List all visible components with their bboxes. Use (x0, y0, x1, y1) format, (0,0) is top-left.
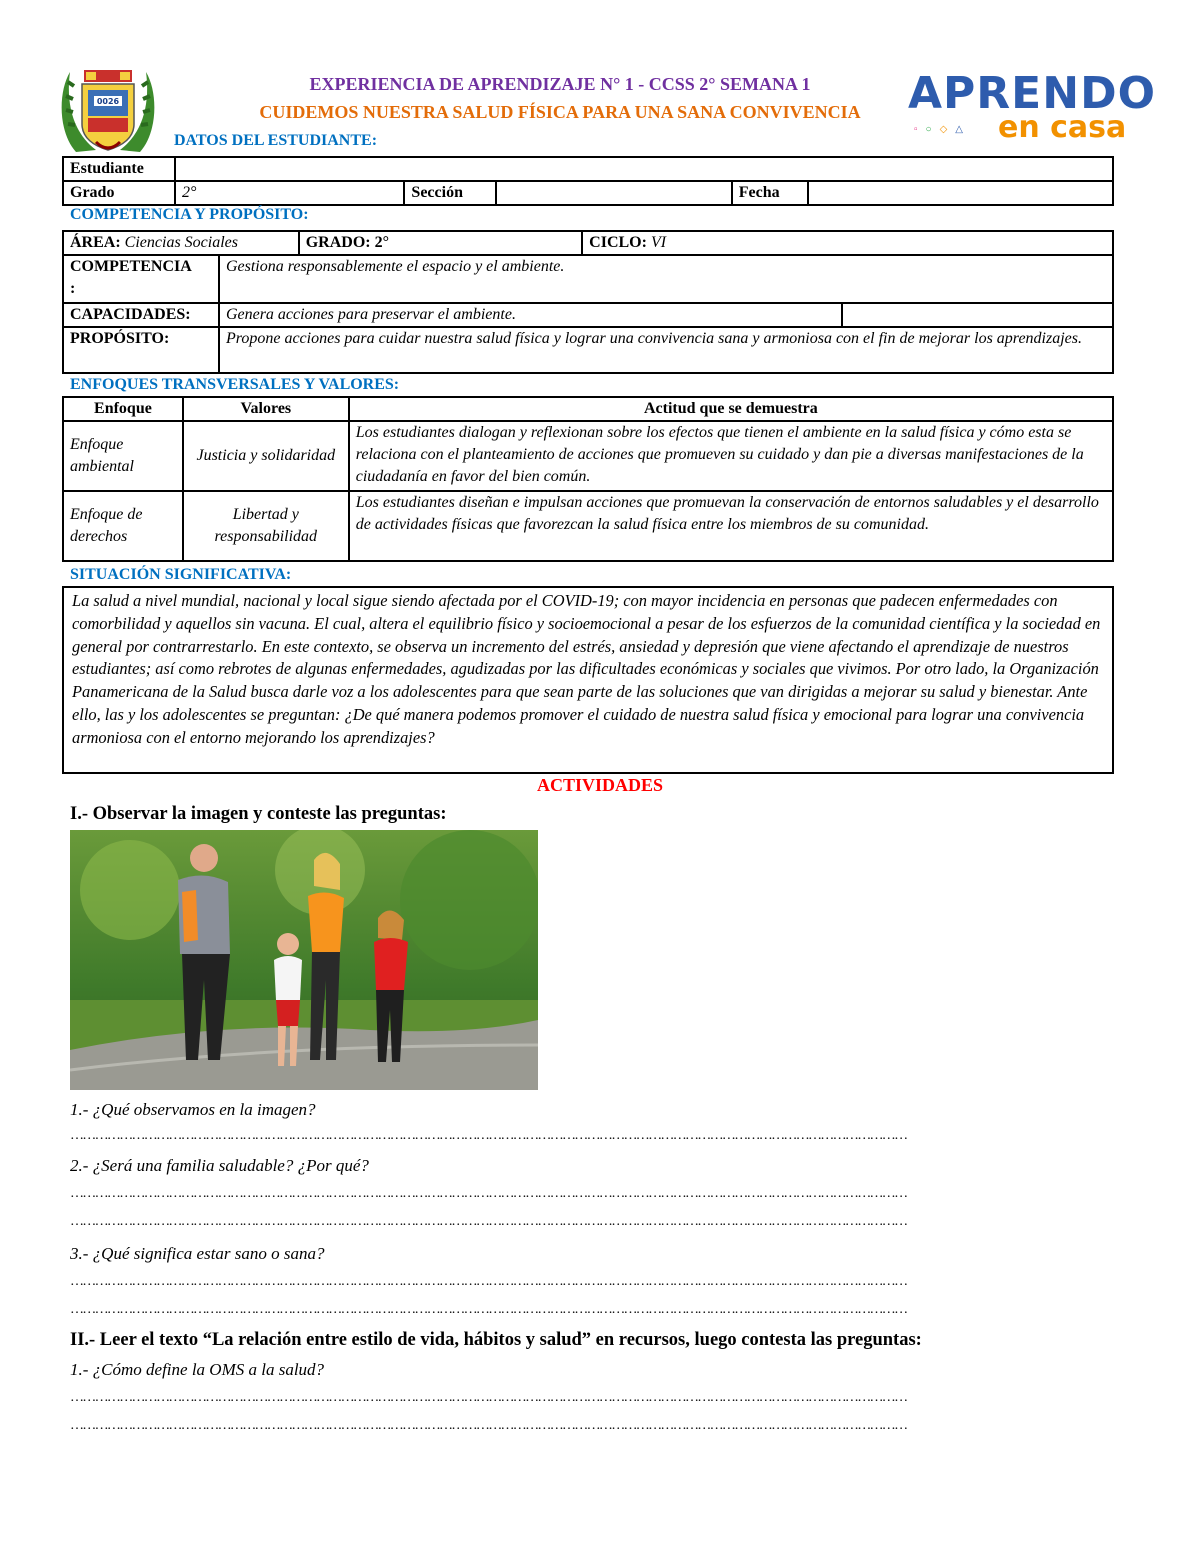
answer-line[interactable]: …………………………………………………………………………………………………………………………………………………………………………………… (70, 1128, 907, 1143)
part1-heading: I.- Observar la imagen y conteste las preguntas: (70, 804, 447, 824)
crest-text: 0026 (96, 97, 120, 106)
proposito-value: Propone acciones para cuidar nuestra salud física y lograr una convivencia sana y armoniosa con el fin de mejorar los aprendizajes. (219, 327, 1113, 373)
grado2-value: 2° (374, 234, 390, 251)
fecha-label: Fecha (732, 181, 808, 205)
grado-label: Grado (63, 181, 175, 205)
valores-header: Valores (183, 397, 349, 421)
question-3: 3.- ¿Qué significa estar sano o sana? (70, 1244, 325, 1263)
school-crest-icon (56, 62, 160, 158)
valores-cell: Libertad y responsabilidad (183, 491, 349, 561)
seccion-label: Sección (404, 181, 496, 205)
area-label: ÁREA: (70, 234, 121, 251)
competencia-value: Gestiona responsablemente el espacio y el ambiente. (219, 255, 1113, 303)
actividades-title: ACTIVIDADES (536, 775, 664, 795)
estudiante-label: Estudiante (63, 157, 175, 181)
logo-shapes-icon: ▫○◇△ (914, 124, 971, 135)
actitud-header: Actitud que se demuestra (349, 397, 1113, 421)
competencia-table (62, 230, 1114, 374)
table-row (63, 421, 1113, 491)
capacidades-value: Genera acciones para preservar el ambiente. (219, 303, 842, 327)
datos-table (62, 156, 1114, 206)
area-value: Ciencias Sociales (124, 234, 238, 251)
enfoque-cell: Enfoque ambiental (63, 421, 183, 491)
valores-cell: Justicia y solidaridad (183, 421, 349, 491)
logo-aprendo-text: APRENDO (908, 68, 1156, 119)
logo-en-casa-text: en casa (998, 110, 1127, 145)
answer-line[interactable]: …………………………………………………………………………………………………………………………………………………………………………………… (70, 1186, 907, 1201)
situacion-text: La salud a nivel mundial, nacional y local sigue siendo afectada por el COVID-19; con mayor incidencia en personas que padecen enfermedades con comorbilidad y aquellos sin vacuna. El cual, altera el equilibrio físico y socioemocional a pesar de los esfuerzos de la comunidad científica y la sociedad en general por contrarrestarlo. En este contexto, se observa un incremento del estrés, ansiedad y depresión que viene afectando el aprendizaje de nuestros estudiantes; así como rebrotes de algunas enfermedades, agudizadas por las dificultades económicas y sociales que vivimos. Por otro lado, la Organización Panamericana de la Salud busca darle voz a los adolescentes para que sean parte de las soluciones que van dirigidas a mejorar su salud y bienestar. Ante ello, las y los adolescentes se preguntan: ¿De qué manera podemos promover el cuidado de nuestra salud física y emocional para lograr una convivencia armoniosa con el entorno mejorando los aprendizajes? (62, 586, 1114, 774)
seccion-field[interactable] (496, 181, 731, 205)
capacidades-empty-cell (842, 303, 1113, 327)
enfoques-label: ENFOQUES TRANSVERSALES Y VALORES: (70, 376, 400, 393)
fecha-field[interactable] (808, 181, 1113, 205)
competencia-row-label: COMPETENCIA (70, 258, 192, 275)
actitud-cell: Los estudiantes dialogan y reflexionan sobre los efectos que tienen el ambiente en la salud física y cómo esta se relaciona con el planteamiento de acciones que promueven su cuidado y dan pie a diversas manifestaciones de la ciudadanía en favor del bien común. (349, 421, 1113, 491)
ciclo-label: CICLO: (589, 234, 647, 251)
competencia-label: COMPETENCIA Y PROPÓSITO: (70, 206, 309, 223)
part2-question-1: 1.- ¿Cómo define la OMS a la salud? (70, 1360, 325, 1379)
datos-label: DATOS DEL ESTUDIANTE: (174, 132, 378, 149)
answer-line[interactable]: …………………………………………………………………………………………………………………………………………………………………………………… (70, 1390, 907, 1405)
answer-line[interactable]: …………………………………………………………………………………………………………………………………………………………………………………… (70, 1302, 907, 1317)
aprendo-en-casa-logo (906, 68, 1156, 150)
answer-line[interactable]: …………………………………………………………………………………………………………………………………………………………………………………… (70, 1418, 907, 1433)
enfoque-cell: Enfoque de derechos (63, 491, 183, 561)
competencia-row-colon: : (70, 280, 76, 297)
part2-heading: II.- Leer el texto “La relación entre estilo de vida, hábitos y salud” en recursos, luego contesta las preguntas: (70, 1330, 922, 1350)
enfoque-header: Enfoque (63, 397, 183, 421)
question-2: 2.- ¿Será una familia saludable? ¿Por qué? (70, 1156, 369, 1175)
enfoques-table (62, 396, 1114, 562)
table-row (63, 491, 1113, 561)
grado2-label: GRADO: (305, 234, 371, 251)
proposito-label: PROPÓSITO: (63, 327, 219, 373)
header-title-line2: CUIDEMOS NUESTRA SALUD FÍSICA PARA UNA SANA CONVIVENCIA (259, 102, 861, 122)
estudiante-field[interactable] (175, 157, 1113, 181)
header-title-line1: EXPERIENCIA DE APRENDIZAJE N° 1 - CCSS 2° SEMANA 1 (309, 74, 811, 94)
answer-line[interactable]: …………………………………………………………………………………………………………………………………………………………………………………… (70, 1214, 907, 1229)
capacidades-label: CAPACIDADES: (63, 303, 219, 327)
family-jogging-photo (70, 830, 538, 1090)
grado-value[interactable]: 2° (175, 181, 404, 205)
actitud-cell: Los estudiantes diseñan e impulsan acciones que promuevan la conservación de entornos saludables y el desarrollo de actividades físicas que favorezcan la salud física entre los miembros de su comunidad. (349, 491, 1113, 561)
situacion-label: SITUACIÓN SIGNIFICATIVA: (70, 566, 292, 583)
ciclo-value: VI (650, 234, 667, 251)
answer-line[interactable]: …………………………………………………………………………………………………………………………………………………………………………………… (70, 1274, 907, 1289)
question-1: 1.- ¿Qué observamos en la imagen? (70, 1100, 316, 1119)
